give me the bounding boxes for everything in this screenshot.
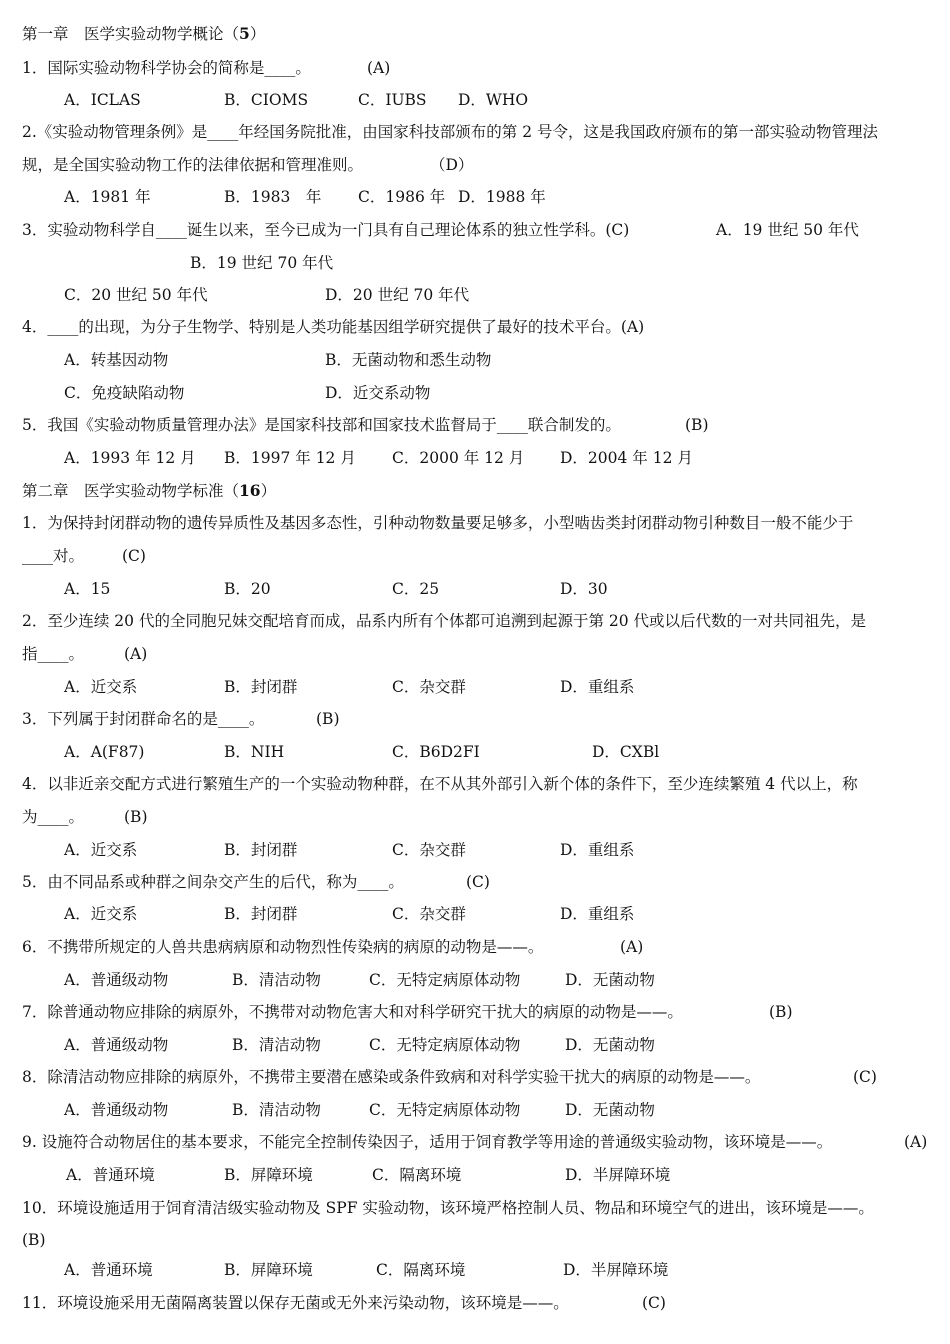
answer-key: (B) <box>685 416 709 434</box>
question-2-10-stem <box>22 1198 874 1218</box>
chapter-title-close: ） <box>249 25 266 43</box>
question-stem: 10．环境设施适用于饲育清洁级实验动物及 SPF 实验动物，该环境严格控制人员、物品和环境空气的进出，该环境是——。 <box>22 1199 874 1217</box>
option-b: B．清洁动物 <box>232 1101 321 1119</box>
option-a: A．近交系 <box>64 678 138 696</box>
option-d: D．重组系 <box>560 678 635 696</box>
option-a: A．普通环境 <box>64 1261 153 1279</box>
question-stem: 1．为保持封闭群动物的遗传异质性及基因多态性，引种动物数量要足够多，小型啮齿类封闭群动物引种数目一般不能少于 <box>22 514 854 532</box>
option-b: B．1997 年 12 月 <box>224 449 356 467</box>
option-a: A．1981 年 <box>64 188 151 206</box>
option-a: A．近交系 <box>64 905 138 923</box>
option-b: B．封闭群 <box>224 841 298 859</box>
answer-key: (A) <box>620 938 644 956</box>
answer-key: (A) <box>367 59 391 77</box>
option-a: A．19 世纪 50 年代 <box>716 221 859 239</box>
question-2-10-answer-line <box>22 1230 46 1250</box>
answer-key: (B) <box>316 710 340 728</box>
question-stem: ____对。 <box>22 547 85 565</box>
option-c: C．免疫缺陷动物 <box>64 384 185 402</box>
question-stem: 指____。 <box>22 645 85 663</box>
option-c: C．杂交群 <box>392 678 466 696</box>
option-a: A．1993 年 12 月 <box>64 449 196 467</box>
option-d: D．重组系 <box>560 841 635 859</box>
option-b: B．屏障环境 <box>224 1261 313 1279</box>
question-2-2-stem-line1 <box>22 611 866 631</box>
question-stem: 8．除清洁动物应排除的病原外，不携带主要潜在感染或条件致病和对科学实验干扰大的病原的动物是——。 <box>22 1068 761 1086</box>
option-b: B．20 <box>224 580 271 598</box>
question-2-4-stem-line1 <box>22 774 858 794</box>
chapter-title-close: ） <box>260 482 277 500</box>
option-c: C．无特定病原体动物 <box>369 971 521 989</box>
option-d: D．2004 年 12 月 <box>560 449 693 467</box>
option-a: A．15 <box>64 580 111 598</box>
option-c: C．B6D2FI <box>392 743 480 761</box>
question-stem: 7．除普通动物应排除的病原外，不携带对动物危害大和对科学研究干扰大的病原的动物是——。 <box>22 1003 683 1021</box>
chapter-question-count: 16 <box>239 481 261 500</box>
option-c: C．杂交群 <box>392 841 466 859</box>
option-c: C．隔离环境 <box>372 1166 462 1184</box>
answer-key: （D） <box>430 156 474 174</box>
option-a: A．ICLAS <box>64 91 141 109</box>
question-stem: 4．以非近亲交配方式进行繁殖生产的一个实验动物种群，在不从其外部引入新个体的条件下，至少连续繁殖 4 代以上，称 <box>22 775 858 793</box>
answer-key: (C) <box>853 1068 877 1086</box>
option-a: A．普通级动物 <box>64 971 169 989</box>
answer-key: (B) <box>769 1003 793 1021</box>
option-d: D．半屏障环境 <box>565 1166 671 1184</box>
chapter-2-title <box>22 481 276 501</box>
option-b: B．清洁动物 <box>232 971 321 989</box>
chapter-question-count: 5 <box>239 24 250 43</box>
answer-key: (A) <box>124 645 148 663</box>
option-c: C．隔离环境 <box>376 1261 466 1279</box>
option-b: B．清洁动物 <box>232 1036 321 1054</box>
option-b: B．屏障环境 <box>224 1166 313 1184</box>
question-stem: 4．____的出现，为分子生物学、特别是人类功能基因组学研究提供了最好的技术平台。(A) <box>22 318 645 336</box>
option-d: D．WHO <box>458 91 529 109</box>
option-d: D．无菌动物 <box>565 1036 655 1054</box>
answer-key: (C) <box>122 547 146 565</box>
option-b: B．CIOMS <box>224 91 309 109</box>
option-d: D．半屏障环境 <box>563 1261 669 1279</box>
answer-key: (C) <box>642 1294 666 1312</box>
question-stem: 3．下列属于封闭群命名的是____。 <box>22 710 265 728</box>
question-stem: 11．环境设施采用无菌隔离装置以保存无菌或无外来污染动物，该环境是——。 <box>22 1294 569 1312</box>
option-d: D．1988 年 <box>458 188 546 206</box>
option-d: D．无菌动物 <box>565 1101 655 1119</box>
option-d: D．无菌动物 <box>565 971 655 989</box>
option-b: B．NIH <box>224 743 285 761</box>
option-c: C．1986 年 <box>358 188 446 206</box>
option-a: A．普通级动物 <box>64 1036 169 1054</box>
option-c: C．杂交群 <box>392 905 466 923</box>
answer-key: (B) <box>124 808 148 826</box>
option-d: D．近交系动物 <box>325 384 431 402</box>
option-a: A．转基因动物 <box>64 351 169 369</box>
chapter-title-text: 第一章 医学实验动物学概论（ <box>22 25 240 43</box>
option-c: C．2000 年 12 月 <box>392 449 525 467</box>
answer-key: (B) <box>22 1231 46 1249</box>
option-c: C．无特定病原体动物 <box>369 1036 521 1054</box>
option-d: D．30 <box>560 580 608 598</box>
question-stem: 5．由不同品系或种群之间杂交产生的后代，称为____。 <box>22 873 404 891</box>
question-stem: 5．我国《实验动物质量管理办法》是国家科技部和国家技术监督局于____联合制发的。 <box>22 416 621 434</box>
option-b: B．封闭群 <box>224 678 298 696</box>
option-b: B．无菌动物和悉生动物 <box>325 351 492 369</box>
chapter-1-title <box>22 24 265 44</box>
question-stem: 3．实验动物科学自____诞生以来，至今已成为一门具有自己理论体系的独立性学科。(C) <box>22 221 630 239</box>
option-b: B．封闭群 <box>224 905 298 923</box>
chapter-title-text: 第二章 医学实验动物学标准（ <box>22 482 240 500</box>
answer-key: (C) <box>466 873 490 891</box>
option-a: A．普通级动物 <box>64 1101 169 1119</box>
option-b: B．1983 年 <box>224 188 322 206</box>
option-a: A．近交系 <box>64 841 138 859</box>
question-1-2-stem-line1 <box>22 122 878 142</box>
question-stem: 2．至少连续 20 代的全同胞兄妹交配培育而成，品系内所有个体都可追溯到起源于第 20 代或以后代数的一对共同祖先，是 <box>22 612 867 630</box>
question-stem: 规，是全国实验动物工作的法律依据和管理准则。 <box>22 156 364 174</box>
answer-key: (A) <box>904 1133 928 1151</box>
question-stem: 为____。 <box>22 808 85 826</box>
option-a: A．普通环境 <box>66 1166 155 1184</box>
option-c: C．无特定病原体动物 <box>369 1101 521 1119</box>
option-b: B．19 世纪 70 年代 <box>190 254 334 272</box>
option-c: C．IUBS <box>358 91 427 109</box>
question-2-1-stem-line1 <box>22 513 853 533</box>
option-d: D．CXBl <box>592 743 660 761</box>
question-stem: 6．不携带所规定的人兽共患病病原和动物烈性传染病的病原的动物是——。 <box>22 938 544 956</box>
question-stem: 2.《实验动物管理条例》是____年经国务院批准，由国家科技部颁布的第 2 号令，这是我国政府颁布的第一部实验动物管理法 <box>22 123 879 141</box>
option-d: D．重组系 <box>560 905 635 923</box>
option-a: A．A(F87) <box>64 743 145 761</box>
option-c: C．20 世纪 50 年代 <box>64 286 208 304</box>
question-1-4-stem <box>22 317 644 337</box>
question-stem: 9. 设施符合动物居住的基本要求，不能完全控制传染因子，适用于饲育教学等用途的普通级实验动物，该环境是——。 <box>22 1133 833 1151</box>
question-stem: 1．国际实验动物科学协会的简称是____。 <box>22 59 311 77</box>
option-c: C．25 <box>392 580 440 598</box>
option-d: D．20 世纪 70 年代 <box>325 286 470 304</box>
